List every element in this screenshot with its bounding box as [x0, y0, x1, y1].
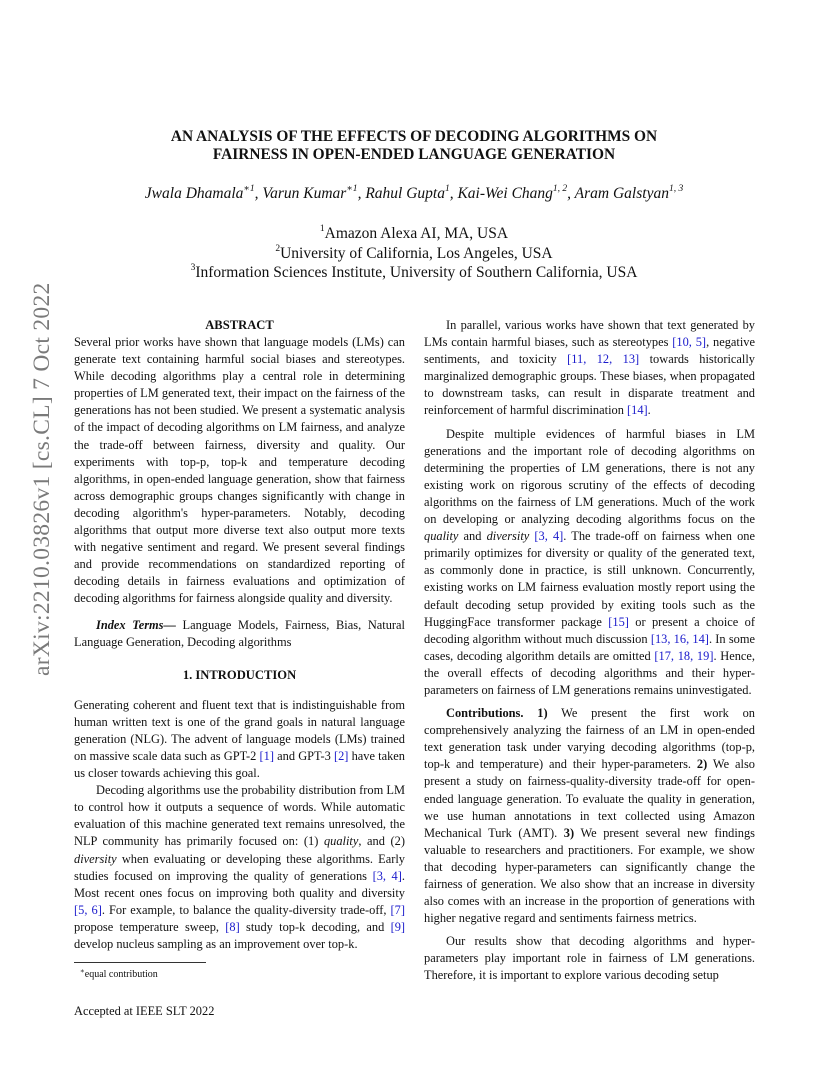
- index-terms-text: Language Models, Fairness, Bias, Natural Language Generation, Decoding algorithms: [74, 617, 405, 649]
- right-paragraph-4: Our results show that decoding algorithms and hyper-parameters play important role in fairness of LM generations. Therefore, it is important to explore various decoding setup: [424, 934, 755, 983]
- abstract-heading: ABSTRACT: [205, 318, 274, 332]
- author-affil-mark: ∗1: [346, 184, 358, 194]
- index-terms-label: Index Terms—: [96, 617, 176, 632]
- author-name: Jwala Dhamala: [144, 185, 244, 202]
- citation-link[interactable]: [1]: [259, 748, 274, 763]
- citation-link[interactable]: [13, 16, 14]: [650, 631, 709, 646]
- contributions-label: Contributions.: [446, 706, 524, 721]
- footnote-rule: [74, 962, 206, 963]
- author-affil-mark: ∗1: [243, 184, 255, 194]
- abstract-text: Several prior works have shown that language models (LMs) can generate text containing harmful social biases and stereotypes. While decoding algorithms play a central role in determining properties of LM generated text, their impact on the fairness of the generations has not been studied. We present a systematic analysis of the impact of decoding algorithms on LM fairness, and analyze the trade-off between fairness, diversity and quality. Our experiments with top-p, top-k and temperature decoding algorithms, in open-ended language generation, show that fairness across demographic groups changes significantly with change in decoding algorithm's hyper-parameters. Notably, decoding algorithms that output more diverse text also output more texts with negative sentiment and regard. We present several findings and provide recommendations on standardized reporting of decoding details in fairness evaluations and optimization of decoding algorithms for fairness alongside quality and diversity.: [74, 335, 405, 606]
- author-name: Varun Kumar: [262, 185, 347, 202]
- affiliation-mark: 1: [319, 224, 325, 234]
- author-affil-mark: 1: [444, 184, 450, 194]
- author-name: Kai-Wei Chang: [457, 185, 553, 202]
- author-affil-mark: 1, 3: [668, 184, 684, 194]
- affiliation-line: [100, 224, 728, 244]
- footnote-mark: ∗: [80, 967, 85, 975]
- affiliation-text: University of California, Los Angeles, USA: [280, 244, 553, 262]
- citation-link[interactable]: [5, 6]: [74, 902, 102, 917]
- affiliation-line: [100, 263, 728, 283]
- citation-link[interactable]: [9]: [390, 919, 406, 934]
- citation-link[interactable]: [2]: [333, 748, 349, 763]
- intro-paragraph-1: Generating coherent and fluent text that is indistinguishable from human written text is one of the grand goals in natural language generation (NLG). The advent of language models (LMs) trained on massive scale data such as GPT-2 [1] and GPT-3 [2] have taken us closer towards achieving this goal.: [74, 697, 405, 781]
- arxiv-identifier: arXiv:2210.03826v1 [cs.CL] 7 Oct 2022: [29, 282, 55, 676]
- contributions-paragraph: Contributions. 1) We present the first work on comprehensively analyzing the fairness of an LM in open-ended text generation task under varying decoding algorithms (top-p, top-k and temperature) and their hyper-parameters. 2) We also present a study on fairness-quality-diversity trade-off for open-ended language generation. To evaluate the quality in generation, we use human annotations in text collected using Amazon Mechanical Turk (AMT). 3) We present several new findings valuable to researchers and practitioners. For example, we show that decoding hyper-parameters can significantly change the fairness of generation. We also show that an increase in diversity also comes with an increase in the proportion of generations with higher negative regard and sentiments fairness metrics.: [424, 706, 756, 926]
- title-line-1: AN ANALYSIS OF THE EFFECTS OF DECODING ALGORITHMS ON: [170, 128, 658, 145]
- citation-link[interactable]: [3, 4]: [372, 868, 402, 883]
- right-paragraph-2: Despite multiple evidences of harmful biases in LM generations and the important role of decoding algorithms on determining the properties of LM generations, there is not any existing work on rigorous scrutiny of the effects of decoding algorithms on the fairness of LM generations. Much of the work on developing or analyzing decoding algorithms focus on the quality and diversity [3, 4]. The trade-off on fairness when one primarily optimizes for diversity or quality of the generated text, as commonly done in practice, is still unknown. Concurrently, existing works on LM fairness evaluation mostly report using the default decoding setup provided by exiting tools such as the HuggingFace transformer package [15] or present a choice of decoding algorithm without much discussion [13, 16, 14]. In some cases, decoding algorithm details are omitted [17, 18, 19]. Hence, the overall effects of decoding algorithms and their hyper-parameters on fairness of LM generations remains uninvestigated.: [424, 426, 755, 697]
- right-column: [424, 317, 755, 985]
- citation-link[interactable]: [17, 18, 19]: [654, 648, 714, 663]
- citation-link[interactable]: [8]: [225, 919, 240, 934]
- introduction-heading: 1. INTRODUCTION: [182, 667, 297, 682]
- title-line-2: FAIRNESS IN OPEN-ENDED LANGUAGE GENERATION: [212, 146, 616, 163]
- author-list: Jwala Dhamala$^{∗1}$, Varun Kumar$^{∗1}$, Rahul Gupta$^1$, Kai-Wei Chang$^{1, 2}$, Aram Galstyan$^{1, 3}$: [144, 184, 684, 202]
- index-terms: [74, 617, 405, 651]
- footnote-text: equal contribution: [84, 969, 158, 980]
- paper-title: [100, 128, 728, 164]
- citation-link[interactable]: [15]: [608, 614, 629, 629]
- citation-link[interactable]: [7]: [390, 902, 405, 917]
- citation-link[interactable]: [3, 4]: [534, 529, 564, 544]
- left-column: [74, 317, 405, 953]
- acceptance-note: Accepted at IEEE SLT 2022: [74, 1004, 215, 1018]
- affiliation-text: Amazon Alexa AI, MA, USA: [324, 225, 509, 242]
- author-affil-mark: 1, 2: [552, 184, 568, 194]
- affiliation-line: [100, 244, 728, 264]
- citation-link[interactable]: [10, 5]: [672, 335, 707, 350]
- citation-link[interactable]: [11, 12, 13]: [567, 352, 640, 367]
- author-name: Aram Galstyan: [574, 185, 669, 202]
- citation-link[interactable]: [14]: [627, 403, 648, 418]
- right-paragraph-1: In parallel, various works have shown that text generated by LMs contain harmful biases, such as stereotypes [10, 5], negative sentiments, and toxicity [11, 12, 13] towards historically marginalized demographic groups. These biases, when propagated to downstream tasks, can result in disparate treatment and reinforcement of harmful discrimination [14].: [424, 318, 756, 418]
- affiliations: [100, 224, 728, 283]
- author-name: Rahul Gupta: [365, 185, 445, 202]
- intro-paragraph-2: Decoding algorithms use the probability distribution from LM to control how it outputs a sequence of words. While automatic evaluation of this machine generated text remains unresolved, the NLP community has primarily focused on: (1) quality, and (2) diversity when evaluating or developing these algorithms. Early studies focused on improving the quality of generations [3, 4]. Most recent ones focus on improving both quality and diversity [5, 6]. For example, to balance the quality-diversity trade-off, [7] propose temperature sweep, [8] study top-k decoding, and [9] develop nucleus sampling as an improvement over top-k.: [74, 783, 406, 951]
- footnote: [80, 965, 158, 981]
- affiliation-text: Information Sciences Institute, University of Southern California, USA: [195, 264, 638, 281]
- affiliation-mark: 2: [275, 243, 281, 254]
- affiliation-mark: 3: [190, 263, 196, 273]
